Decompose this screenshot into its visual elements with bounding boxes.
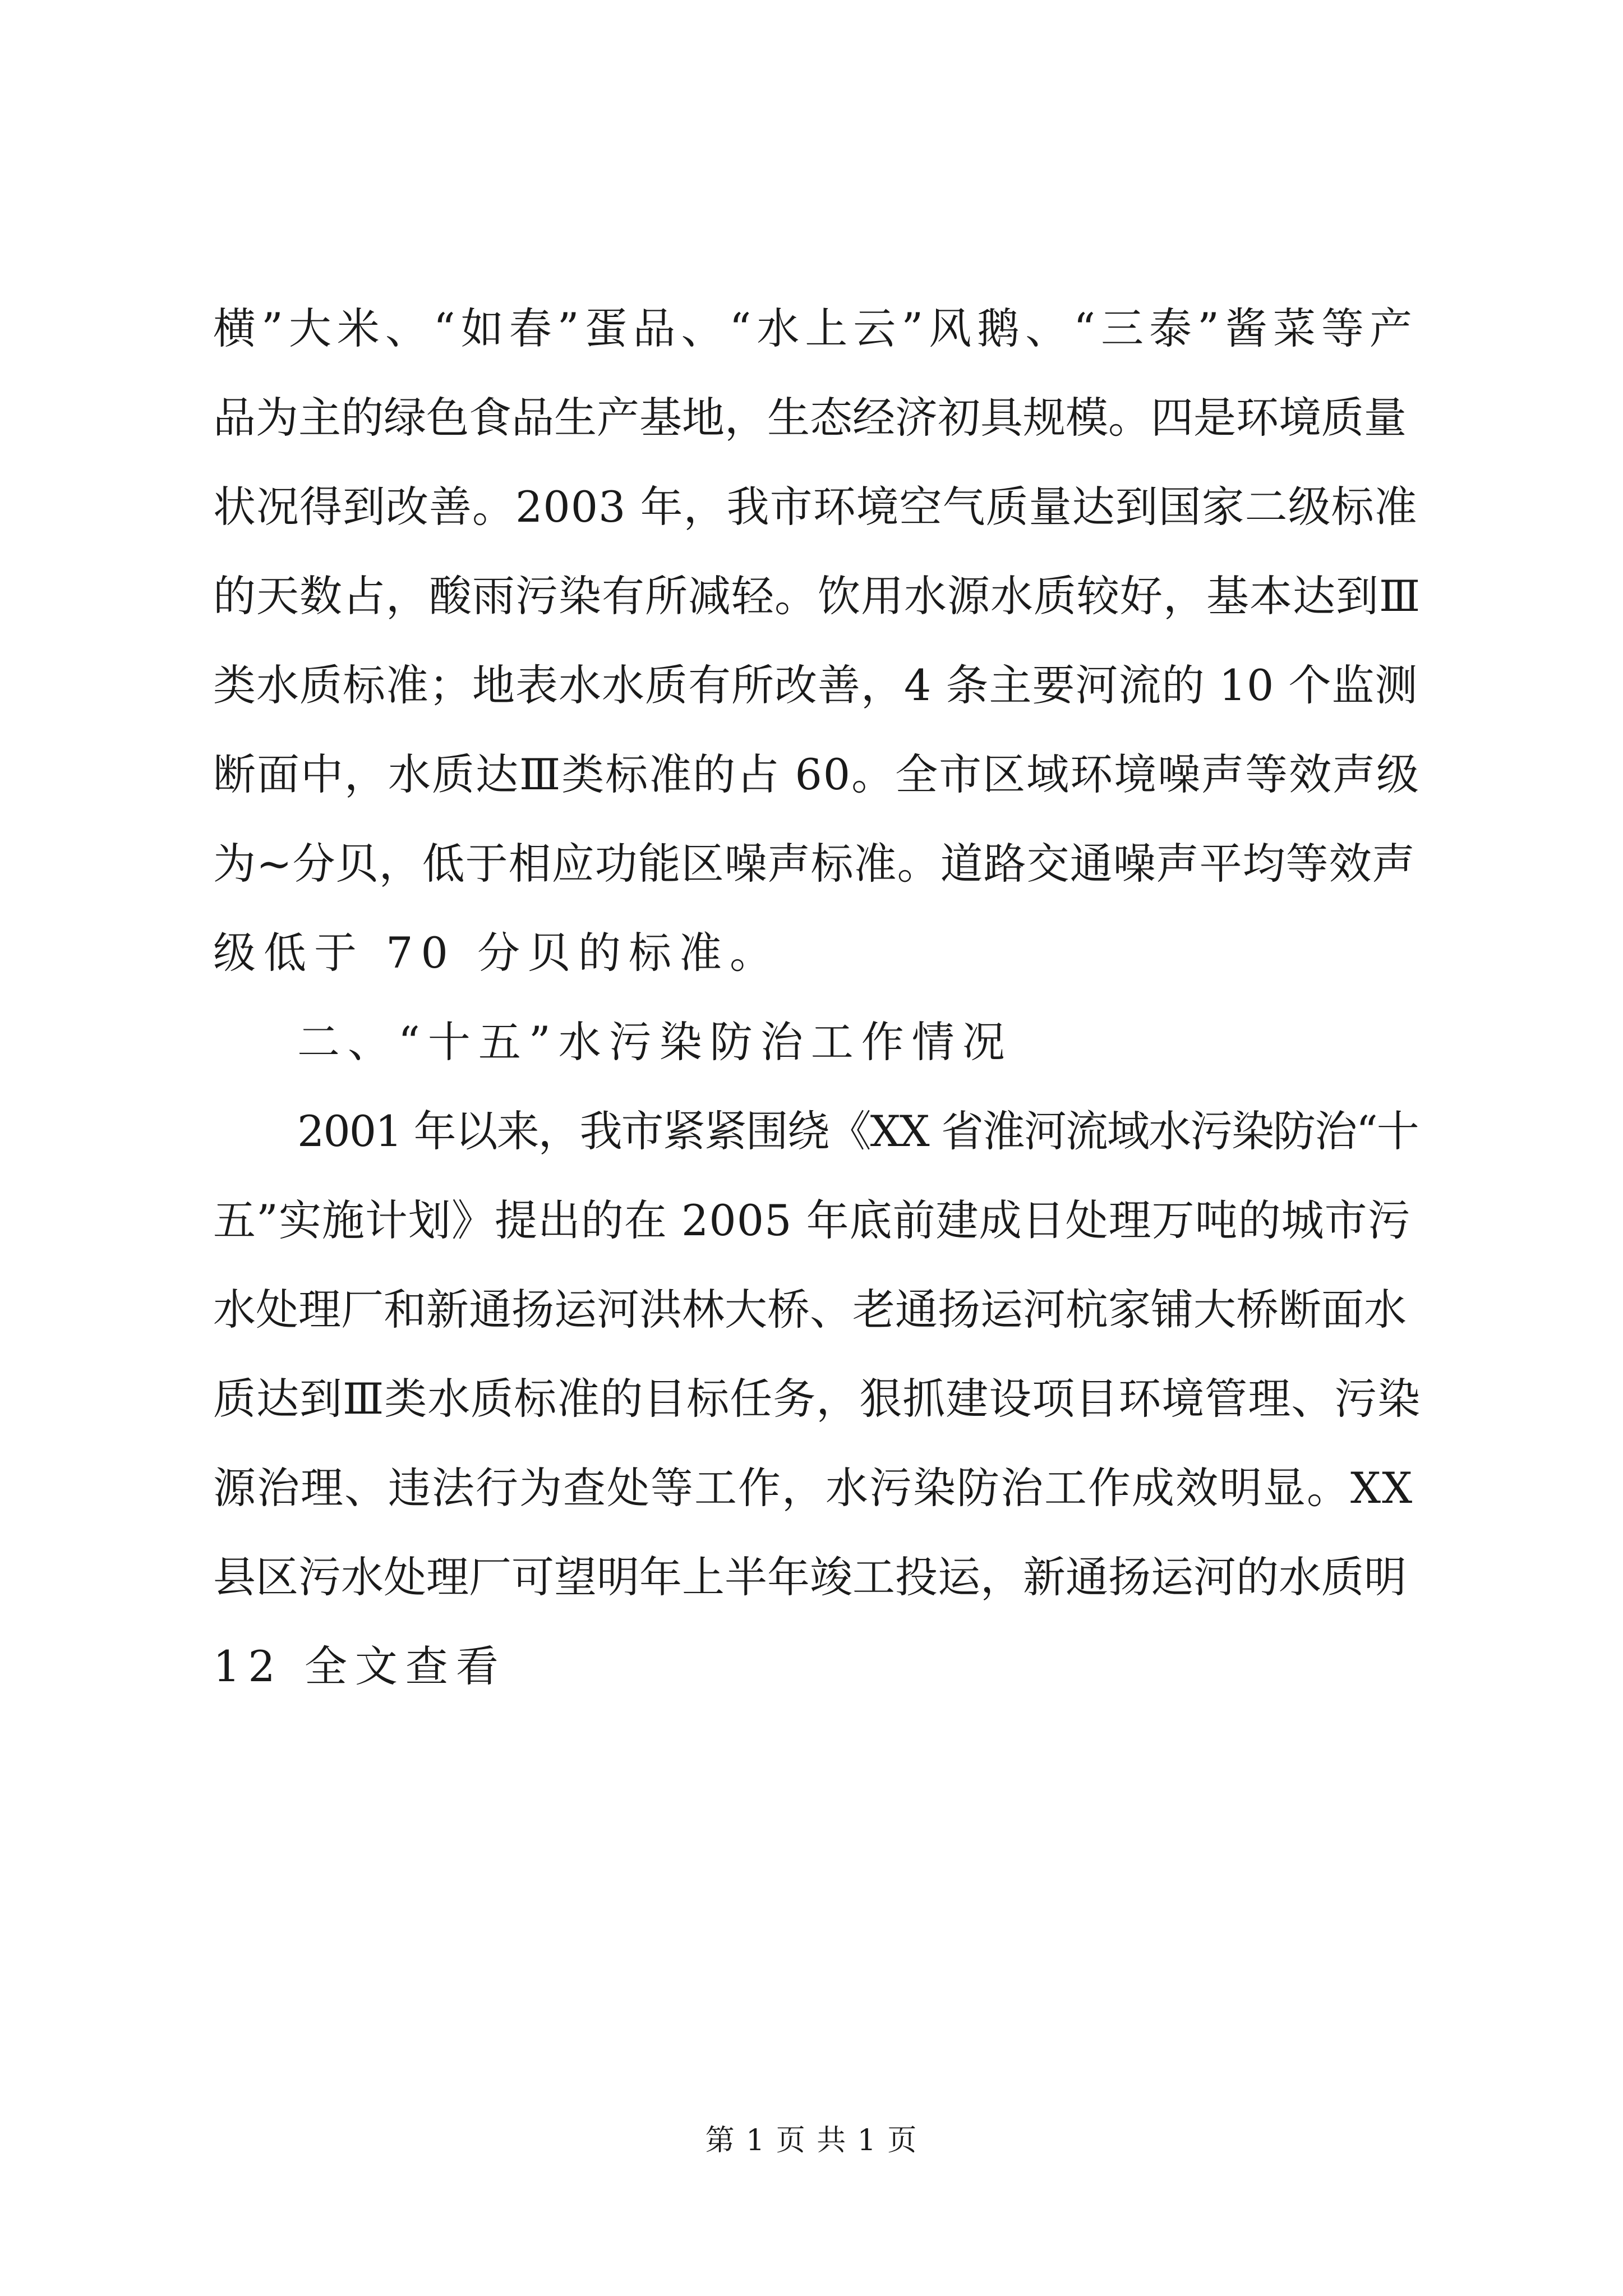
page-footer: 第 1 页 共 1 页 — [705, 2124, 918, 2157]
text-line: 断面中，水质达Ⅲ类标准的占 60。全市区域环境噪声等效声级 — [213, 749, 1421, 799]
text-line: 级低于 70 分贝的标准。 — [213, 928, 781, 978]
text-line: 质达到Ⅲ类水质标准的目标任务，狠抓建设项目环境管理、污染 — [213, 1374, 1421, 1424]
text-line: 类水质标准；地表水水质有所改善，4 条主要河流的 10 个监测 — [213, 660, 1418, 710]
text-line: 五”实施计划》提出的在 2005 年底前建成日处理万吨的城市污 — [213, 1195, 1411, 1245]
section-heading: 二、“十五”水污染防治工作情况 — [297, 1017, 1013, 1067]
text-line: 县区污水处理厂可望明年上半年竣工投运，新通扬运河的水质明 — [213, 1552, 1407, 1602]
text-line: 2001 年以来，我市紧紧围绕《XX 省淮河流域水污染防治“十 — [297, 1106, 1418, 1156]
text-line: 的天数占，酸雨污染有所减轻。饮用水源水质较好，基本达到Ⅲ — [213, 571, 1421, 621]
text-line: 为~分贝，低于相应功能区噪声标准。道路交通噪声平均等效声 — [213, 839, 1415, 889]
text-line: 品为主的绿色食品生产基地，生态经济初具规模。四是环境质量 — [213, 393, 1407, 443]
text-line: 水处理厂和新通扬运河洪林大桥、老通扬运河杭家铺大桥断面水 — [213, 1285, 1407, 1335]
text-line: 12 全文查看 — [213, 1641, 506, 1691]
text-line: 横”大米、“如春”蛋品、“水上云”风鹅、“三泰”酱菜等产 — [213, 303, 1418, 353]
text-line: 源治理、违法行为查处等工作，水污染防治工作成效明显。XX — [213, 1463, 1414, 1513]
text-line: 状况得到改善。2003 年，我市环境空气质量达到国家二级标准 — [213, 482, 1418, 532]
